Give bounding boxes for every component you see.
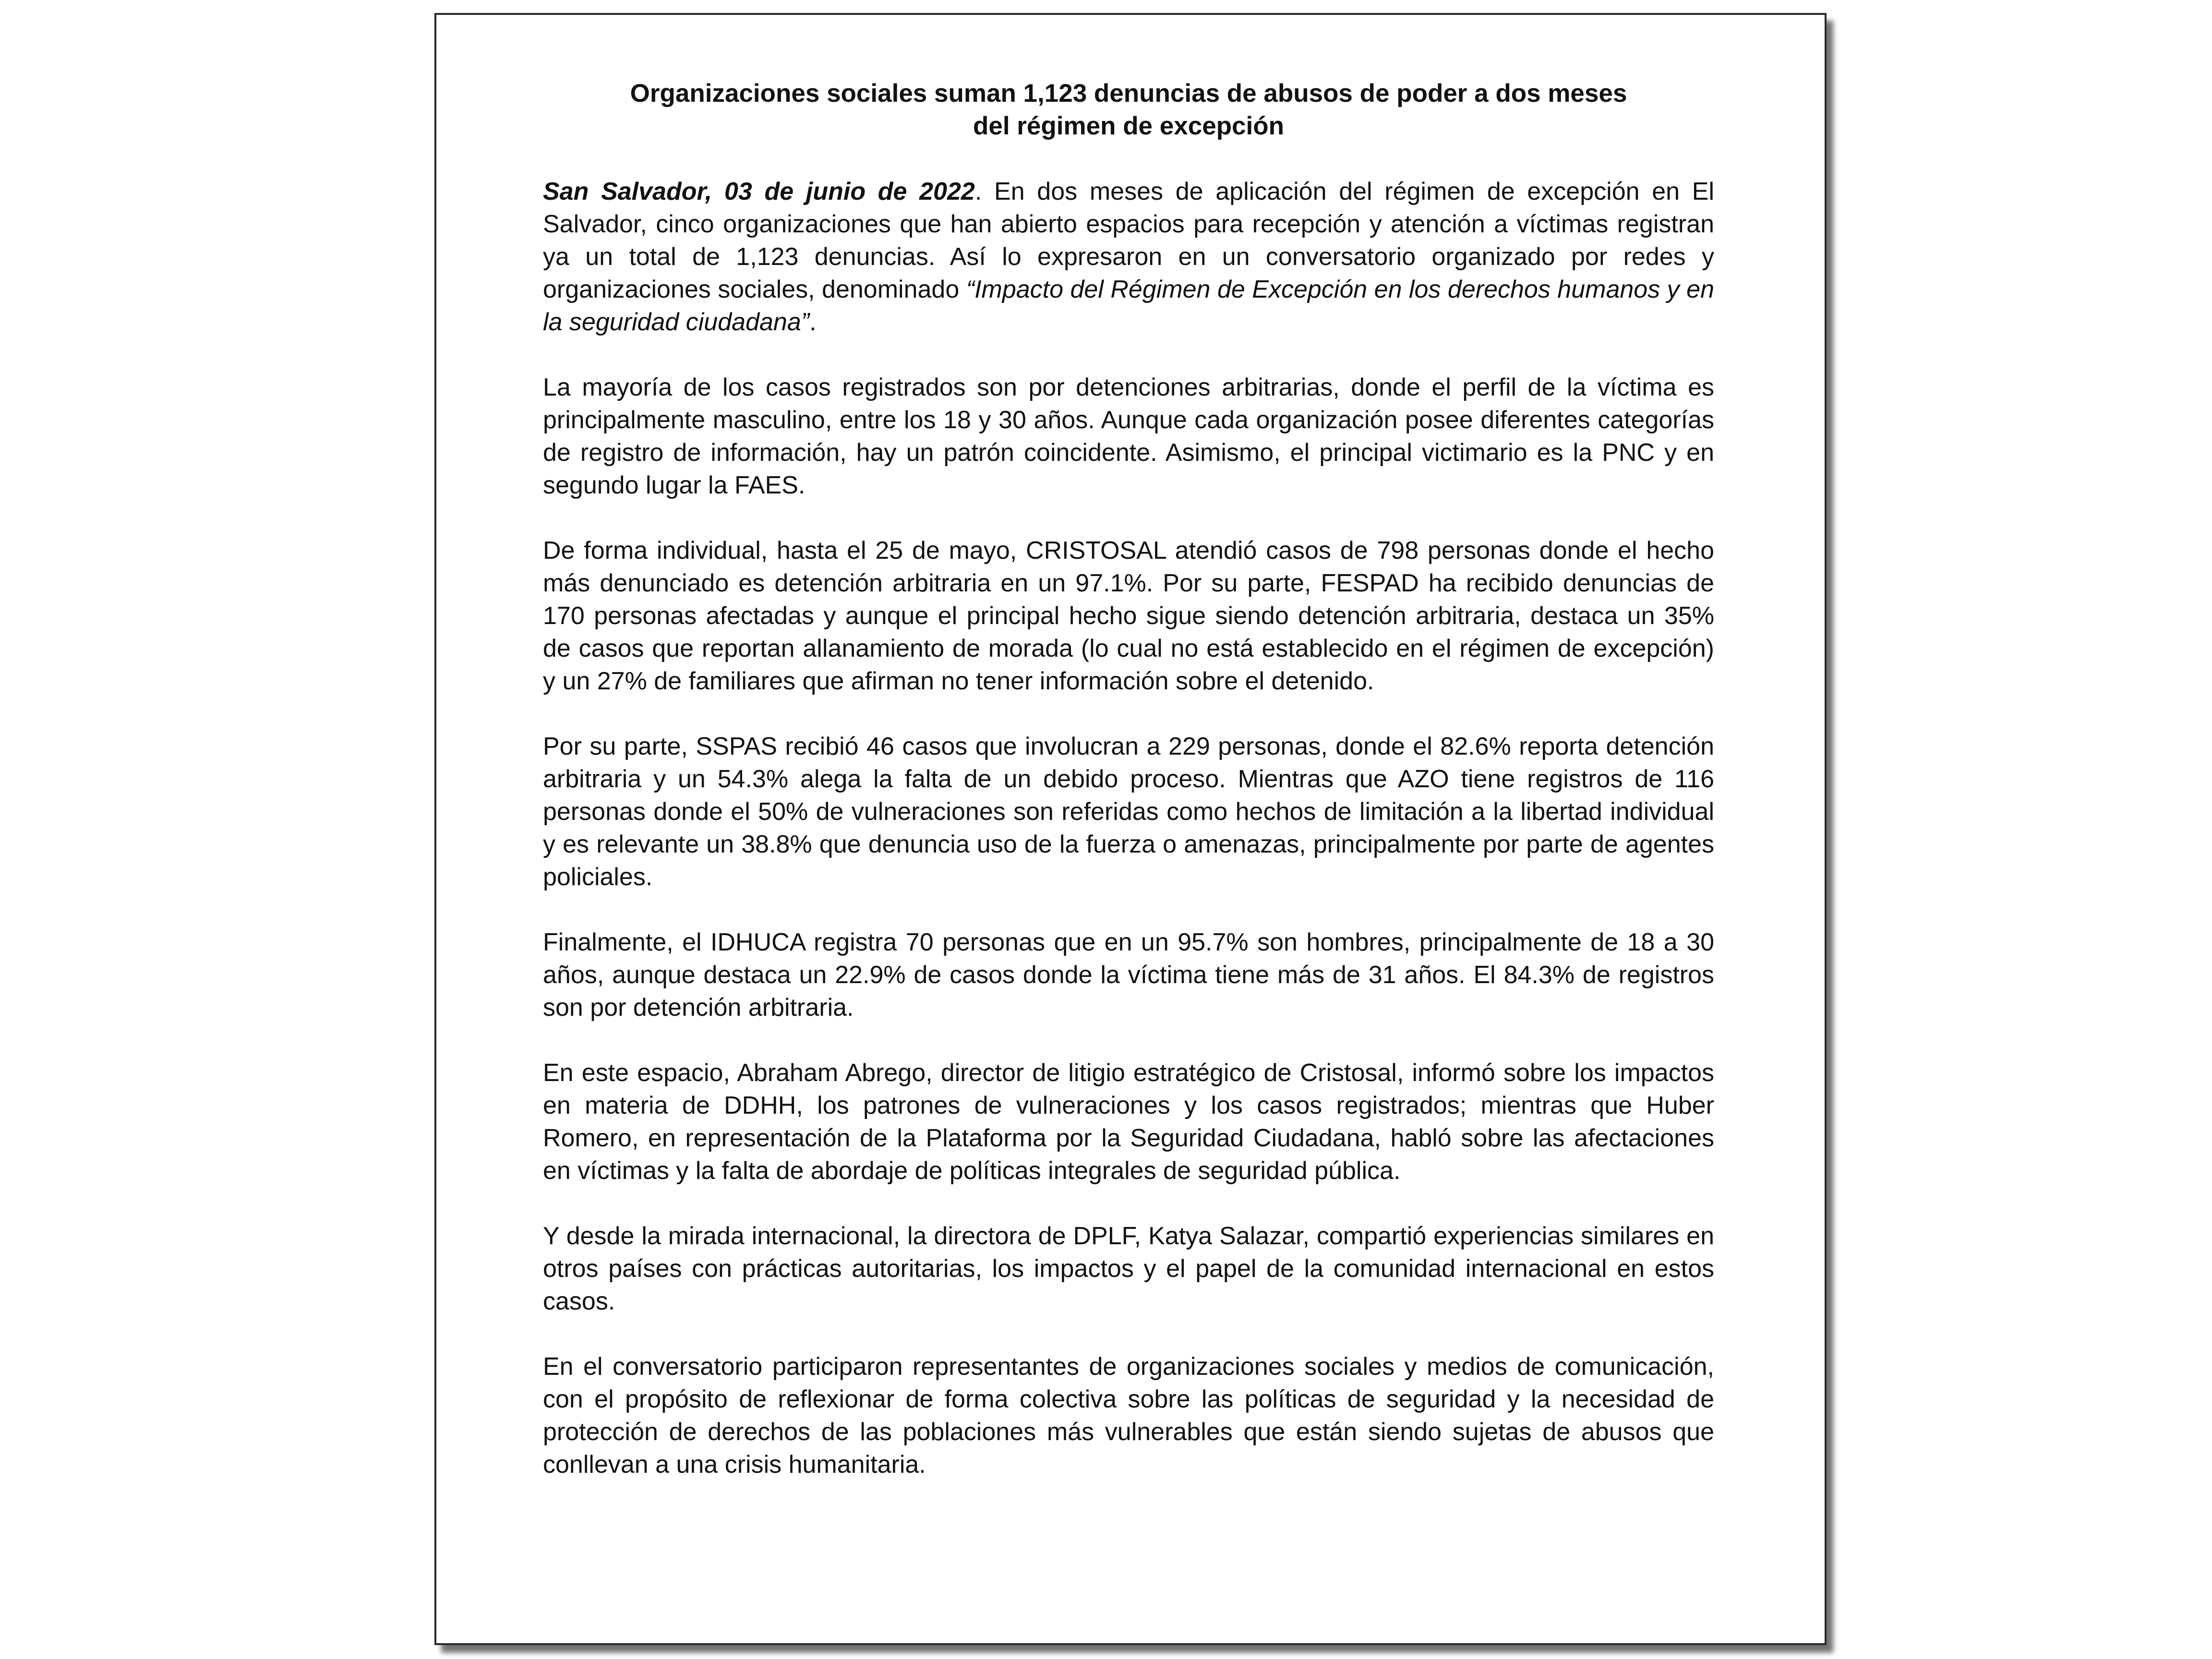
dateline: San Salvador, 03 de junio de 2022 <box>543 178 975 205</box>
paragraph-2: La mayoría de los casos registrados son por detenciones arbitrarias, donde el perfil de la víctima es principalmente masculino, entre los 18 y 30 años. Aunque cada organización posee diferentes categorías de registro de información, hay un patrón coincidente. Asimismo, el principal victimario es la PNC y en segundo lugar la FAES. <box>543 373 1714 499</box>
document-body <box>543 77 1714 1514</box>
paragraph-1-text-a: . En dos meses de aplicación del régimen de excepción en El Salvador, cinco organizaciones que han abierto espacios para recepción y atención a víctimas registran ya un total de 1,123 denuncias. Así lo expresaron en un conversatorio organizado por redes y organizaciones sociales, denominado <box>543 178 1714 303</box>
title-line-1: Organizaciones sociales suman 1,123 denuncias de abusos de poder a dos meses <box>630 79 1627 108</box>
paragraph-7: Y desde la mirada internacional, la directora de DPLF, Katya Salazar, compartió experiencias similares en otros países con prácticas autoritarias, los impactos y el papel de la comunidad internacional en estos casos. <box>543 1222 1714 1315</box>
paragraph-3: De forma individual, hasta el 25 de mayo, CRISTOSAL atendió casos de 798 personas donde el hecho más denunciado es detención arbitraria en un 97.1%. Por su parte, FESPAD ha recibido denuncias de 170 personas afectadas y aunque el principal hecho sigue siendo detención arbitraria, destaca un 35% de casos que reportan allanamiento de morada (lo cual no está establecido en el régimen de excepción) y un 27% de familiares que afirman no tener información sobre el detenido. <box>543 537 1714 695</box>
paragraph-4: Por su parte, SSPAS recibió 46 casos que involucran a 229 personas, donde el 82.6% reporta detención arbitraria y un 54.3% alega la falta de un debido proceso. Mientras que AZO tiene registros de 116 personas donde el 50% de vulneraciones son referidas como hechos de limitación a la libertad individual y es relevante un 38.8% que denuncia uso de la fuerza o amenazas, principalmente por parte de agentes policiales. <box>543 733 1714 891</box>
paragraph-6: En este espacio, Abraham Abrego, director de litigio estratégico de Cristosal, informó sobre los impactos en materia de DDHH, los patrones de vulneraciones y los casos registrados; mientras que Huber Romero, en representación de la Plataforma por la Seguridad Ciudadana, habló sobre las afectaciones en víctimas y la falta de abordaje de políticas integrales de seguridad pública. <box>543 1059 1714 1185</box>
paragraph-1 <box>543 175 1714 338</box>
document-page <box>434 13 1827 1645</box>
paragraph-1-text-b: . <box>809 308 817 336</box>
document-title <box>543 77 1714 143</box>
paragraph-5: Finalmente, el IDHUCA registra 70 personas que en un 95.7% son hombres, principalmente de 18 a 30 años, aunque destaca un 22.9% de casos donde la víctima tiene más de 31 años. El 84.3% de registros son por detención arbitraria. <box>543 928 1714 1022</box>
event-title: “Impacto del Régimen de Excepción en los derechos humanos y en la seguridad ciudadana” <box>543 276 1714 336</box>
title-line-2: del régimen de excepción <box>973 112 1284 140</box>
paragraph-8: En el conversatorio participaron representantes de organizaciones sociales y medios de comunicación, con el propósito de reflexionar de forma colectiva sobre las políticas de seguridad y la necesidad de protección de derechos de las poblaciones más vulnerables que están siendo sujetas de abusos que conllevan a una crisis humanitaria. <box>543 1353 1714 1479</box>
